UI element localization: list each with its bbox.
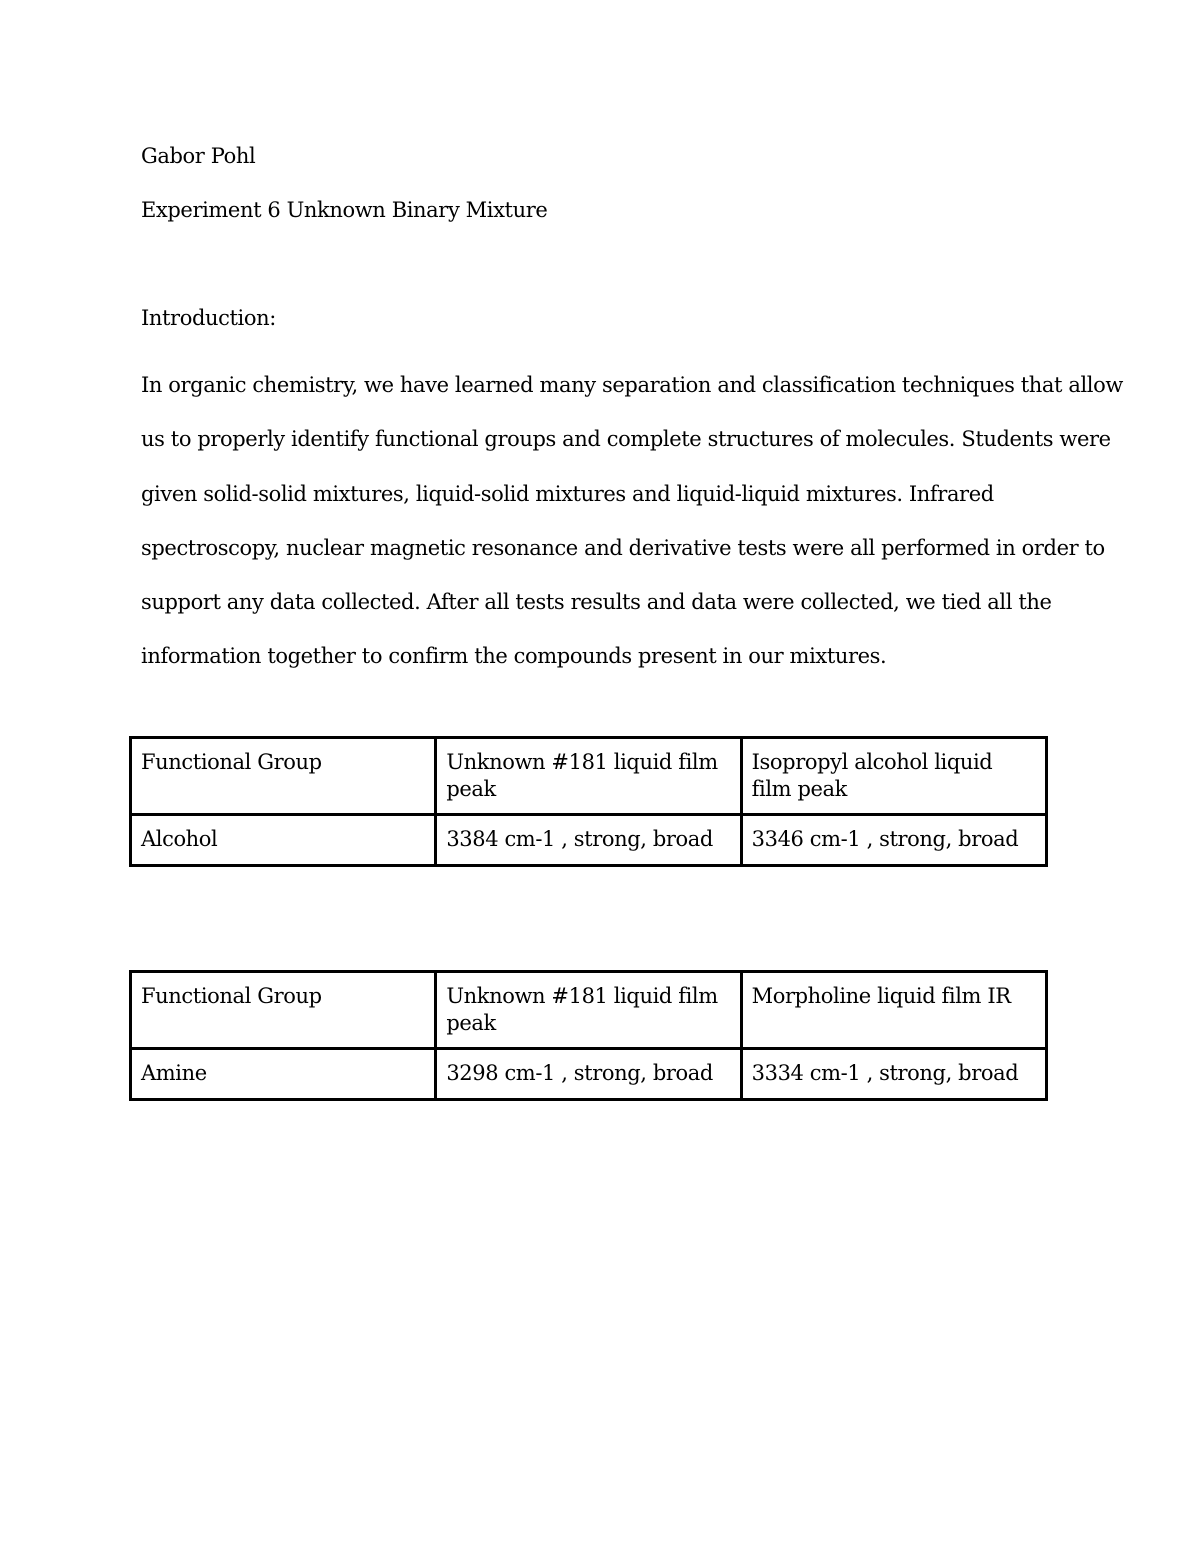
table-header-cell: Isopropyl alcohol liquid film peak xyxy=(741,738,1046,815)
table-cell: 3384 cm-1 , strong, broad xyxy=(436,815,741,866)
paragraph-line: us to properly identify functional groups and complete structures of molecules. Students were xyxy=(141,427,1111,452)
paragraph-line: support any data collected. After all tests results and data were collected, we tied all the xyxy=(141,590,1052,615)
table-cell: 3334 cm-1 , strong, broad xyxy=(741,1049,1046,1100)
paragraph-line: In organic chemistry, we have learned many separation and classification techniques that allow xyxy=(141,373,1123,397)
document-title: Experiment 6 Unknown Binary Mixture xyxy=(141,198,548,222)
table-cell: Alcohol xyxy=(131,815,436,866)
amine-ir-table xyxy=(129,970,1048,1101)
paragraph-line: information together to confirm the compounds present in our mixtures. xyxy=(141,644,887,669)
table-cell: 3346 cm-1 , strong, broad xyxy=(741,815,1046,866)
introduction-paragraph xyxy=(141,358,1123,684)
table-row xyxy=(131,815,1047,866)
table-header-cell: Unknown #181 liquid film peak xyxy=(436,972,741,1049)
alcohol-ir-table xyxy=(129,736,1048,867)
table-header-row xyxy=(131,738,1047,815)
table-row xyxy=(131,1049,1047,1100)
table-header-cell: Functional Group xyxy=(131,738,436,815)
table-header-row xyxy=(131,972,1047,1049)
table-header-cell: Unknown #181 liquid film peak xyxy=(436,738,741,815)
table-header-cell: Morpholine liquid film IR xyxy=(741,972,1046,1049)
paragraph-line: given solid-solid mixtures, liquid-solid mixtures and liquid-liquid mixtures. Infrared xyxy=(141,481,994,506)
author-name: Gabor Pohl xyxy=(141,144,256,168)
introduction-heading: Introduction: xyxy=(141,306,276,330)
paragraph-line: spectroscopy, nuclear magnetic resonance and derivative tests were all performed in order to xyxy=(141,535,1105,560)
table-header-cell: Functional Group xyxy=(131,972,436,1049)
table-cell: 3298 cm-1 , strong, broad xyxy=(436,1049,741,1100)
table-cell: Amine xyxy=(131,1049,436,1100)
